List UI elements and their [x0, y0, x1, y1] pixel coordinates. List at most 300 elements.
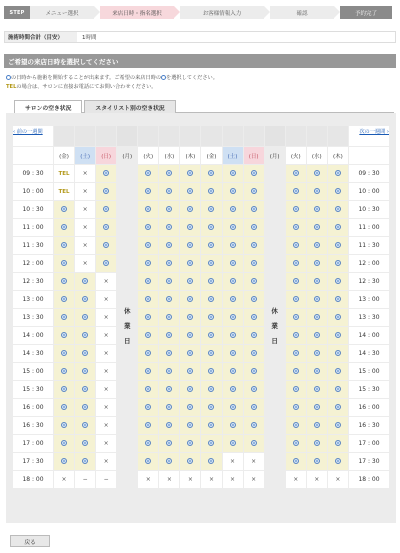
time-row [13, 363, 389, 380]
available-slot[interactable] [307, 273, 327, 290]
available-slot[interactable] [180, 309, 200, 326]
available-circle-icon [251, 278, 257, 284]
time-label: 16 : 30 [349, 417, 389, 434]
available-slot[interactable] [201, 435, 221, 452]
available-slot[interactable] [328, 255, 348, 272]
available-slot[interactable] [244, 255, 264, 272]
available-slot[interactable] [244, 309, 264, 326]
available-slot[interactable] [286, 201, 306, 218]
available-slot[interactable] [328, 435, 348, 452]
available-slot[interactable] [223, 201, 243, 218]
available-slot[interactable] [159, 399, 179, 416]
availability-panel [6, 113, 396, 523]
available-circle-icon [230, 440, 236, 446]
available-slot[interactable] [328, 327, 348, 344]
available-circle-icon [208, 404, 214, 410]
available-circle-icon [145, 314, 151, 320]
available-circle-icon [103, 206, 109, 212]
prev-week-link[interactable]: ‹ 前の一週間 [13, 129, 43, 135]
available-slot[interactable] [286, 453, 306, 470]
available-slot[interactable] [159, 453, 179, 470]
available-slot[interactable] [201, 381, 221, 398]
time-label: 09 : 30 [349, 165, 389, 182]
available-slot[interactable] [180, 417, 200, 434]
available-slot[interactable] [286, 417, 306, 434]
header-spacer [138, 126, 158, 146]
available-circle-icon [230, 278, 236, 284]
back-button[interactable]: 戻る [10, 535, 50, 547]
step-customer-info: お客様情報入力 [180, 6, 264, 19]
unavailable-slot [180, 471, 200, 488]
available-slot[interactable] [54, 435, 74, 452]
available-slot[interactable] [223, 183, 243, 200]
time-label: 09 : 30 [13, 165, 53, 182]
available-slot[interactable] [223, 165, 243, 182]
available-circle-icon [230, 206, 236, 212]
available-slot[interactable] [307, 309, 327, 326]
available-slot[interactable] [286, 273, 306, 290]
available-slot[interactable] [286, 327, 306, 344]
time-row [13, 183, 389, 200]
available-slot[interactable] [328, 201, 348, 218]
available-slot[interactable] [159, 165, 179, 182]
available-slot[interactable] [286, 165, 306, 182]
tab-stylist-availability[interactable]: スタイリスト別の空き状況 [84, 100, 175, 113]
available-circle-icon [251, 260, 257, 266]
available-slot[interactable] [244, 381, 264, 398]
available-slot[interactable] [328, 363, 348, 380]
available-slot[interactable] [159, 201, 179, 218]
available-slot[interactable] [223, 219, 243, 236]
available-slot[interactable] [180, 255, 200, 272]
available-slot[interactable] [138, 435, 158, 452]
available-slot[interactable] [328, 165, 348, 182]
time-label: 14 : 30 [13, 345, 53, 362]
available-slot[interactable] [138, 183, 158, 200]
day-header: (火) [286, 147, 306, 164]
available-slot[interactable] [286, 219, 306, 236]
available-slot[interactable] [54, 201, 74, 218]
available-slot[interactable] [328, 237, 348, 254]
available-slot[interactable] [75, 399, 95, 416]
available-slot[interactable] [307, 381, 327, 398]
available-slot[interactable] [244, 363, 264, 380]
available-circle-icon [82, 404, 88, 410]
time-label: 11 : 30 [13, 237, 53, 254]
available-circle-icon [187, 278, 193, 284]
available-slot[interactable] [328, 183, 348, 200]
available-circle-icon [314, 260, 320, 266]
header-spacer [201, 126, 221, 146]
available-circle-icon [314, 242, 320, 248]
available-slot[interactable] [223, 237, 243, 254]
available-slot[interactable] [201, 345, 221, 362]
step-confirm: 確認 [270, 6, 334, 19]
header-spacer [75, 126, 95, 146]
available-slot[interactable] [201, 273, 221, 290]
unavailable-slot [96, 273, 116, 290]
available-slot[interactable] [96, 237, 116, 254]
unavailable-slot [96, 435, 116, 452]
unavailable-mark: × [187, 476, 193, 483]
available-slot[interactable] [201, 165, 221, 182]
unavailable-slot [96, 309, 116, 326]
available-slot[interactable] [138, 327, 158, 344]
unavailable-mark: × [82, 260, 88, 267]
available-circle-icon [314, 170, 320, 176]
time-label: 11 : 00 [13, 219, 53, 236]
available-circle-icon [208, 422, 214, 428]
unavailable-mark: × [335, 476, 341, 483]
available-slot[interactable] [244, 165, 264, 182]
available-circle-icon [293, 206, 299, 212]
available-slot[interactable] [159, 273, 179, 290]
available-slot[interactable] [328, 417, 348, 434]
available-slot[interactable] [244, 435, 264, 452]
day-spacer [13, 147, 53, 164]
available-slot[interactable] [54, 291, 74, 308]
available-slot[interactable] [307, 237, 327, 254]
available-slot[interactable] [307, 255, 327, 272]
available-circle-icon [208, 206, 214, 212]
available-slot[interactable] [159, 309, 179, 326]
tab-salon-availability[interactable]: サロンの空き状況 [14, 100, 82, 113]
available-slot[interactable] [138, 453, 158, 470]
unavailable-mark: × [103, 314, 109, 321]
available-circle-icon [293, 278, 299, 284]
available-slot[interactable] [307, 399, 327, 416]
available-circle-icon [145, 260, 151, 266]
available-slot[interactable] [54, 327, 74, 344]
available-slot[interactable] [138, 417, 158, 434]
unavailable-slot [244, 471, 264, 488]
available-slot[interactable] [223, 291, 243, 308]
available-slot[interactable] [244, 291, 264, 308]
available-slot[interactable] [286, 291, 306, 308]
day-header: (月) [265, 147, 285, 164]
available-slot[interactable] [201, 255, 221, 272]
available-slot[interactable] [286, 183, 306, 200]
available-slot[interactable] [201, 237, 221, 254]
available-slot[interactable] [180, 183, 200, 200]
available-circle-icon [230, 386, 236, 392]
available-slot[interactable] [75, 345, 95, 362]
available-slot[interactable] [138, 363, 158, 380]
available-slot[interactable] [180, 453, 200, 470]
available-slot[interactable] [201, 327, 221, 344]
available-slot[interactable] [244, 201, 264, 218]
available-slot[interactable] [54, 381, 74, 398]
available-slot[interactable] [307, 327, 327, 344]
available-circle-icon [187, 296, 193, 302]
available-slot[interactable] [159, 237, 179, 254]
available-slot[interactable] [75, 453, 95, 470]
available-circle-icon [230, 224, 236, 230]
available-slot[interactable] [159, 363, 179, 380]
available-slot[interactable] [54, 255, 74, 272]
next-week-link[interactable]: 次の一週間 › [359, 129, 389, 135]
available-circle-icon [145, 332, 151, 338]
unavailable-slot [96, 417, 116, 434]
available-circle-icon [335, 224, 341, 230]
available-slot[interactable] [223, 381, 243, 398]
available-slot[interactable] [307, 345, 327, 362]
time-row [13, 345, 389, 362]
available-circle-icon [145, 458, 151, 464]
available-slot[interactable] [201, 363, 221, 380]
unavailable-mark: × [166, 476, 172, 483]
available-slot[interactable] [223, 345, 243, 362]
available-circle-icon [208, 368, 214, 374]
available-slot[interactable] [201, 219, 221, 236]
available-slot[interactable] [244, 399, 264, 416]
available-slot[interactable] [180, 435, 200, 452]
available-slot[interactable] [307, 291, 327, 308]
available-slot[interactable] [201, 453, 221, 470]
unavailable-mark: × [103, 332, 109, 339]
available-slot[interactable] [180, 237, 200, 254]
available-slot[interactable] [159, 345, 179, 362]
available-slot[interactable] [223, 327, 243, 344]
available-circle-icon [208, 260, 214, 266]
available-slot[interactable] [138, 219, 158, 236]
available-slot[interactable] [180, 381, 200, 398]
available-slot[interactable] [96, 255, 116, 272]
available-slot[interactable] [328, 453, 348, 470]
section-title: ご希望の来店日時を選択してください [4, 54, 396, 68]
available-slot[interactable] [75, 309, 95, 326]
available-slot[interactable] [328, 309, 348, 326]
available-circle-icon [145, 242, 151, 248]
header-spacer [54, 126, 74, 146]
available-slot[interactable] [180, 201, 200, 218]
unavailable-slot [96, 291, 116, 308]
available-slot[interactable] [159, 219, 179, 236]
available-slot[interactable] [328, 345, 348, 362]
available-slot[interactable] [307, 435, 327, 452]
available-slot[interactable] [307, 219, 327, 236]
time-row [13, 381, 389, 398]
tel-slot: TEL [54, 183, 74, 200]
unavailable-slot [286, 471, 306, 488]
available-circle-icon [145, 224, 151, 230]
available-slot[interactable] [75, 327, 95, 344]
available-slot[interactable] [201, 291, 221, 308]
available-slot[interactable] [180, 273, 200, 290]
available-slot[interactable] [75, 381, 95, 398]
available-slot[interactable] [54, 399, 74, 416]
available-slot[interactable] [138, 381, 158, 398]
available-slot[interactable] [180, 345, 200, 362]
available-slot[interactable] [328, 219, 348, 236]
available-circle-icon [314, 368, 320, 374]
available-slot[interactable] [54, 309, 74, 326]
available-slot[interactable] [244, 183, 264, 200]
available-slot[interactable] [223, 363, 243, 380]
available-slot[interactable] [201, 417, 221, 434]
available-slot[interactable] [159, 381, 179, 398]
available-slot[interactable] [75, 363, 95, 380]
available-slot[interactable] [307, 183, 327, 200]
available-slot[interactable] [244, 219, 264, 236]
available-slot[interactable] [54, 237, 74, 254]
available-slot[interactable] [138, 399, 158, 416]
available-slot[interactable] [75, 291, 95, 308]
available-circle-icon [61, 224, 67, 230]
available-slot[interactable] [96, 165, 116, 182]
available-slot[interactable] [75, 435, 95, 452]
available-slot[interactable] [223, 417, 243, 434]
available-circle-icon [187, 440, 193, 446]
available-slot[interactable] [96, 201, 116, 218]
available-circle-icon [293, 440, 299, 446]
unavailable-slot [159, 471, 179, 488]
available-circle-icon [251, 188, 257, 194]
available-slot[interactable] [201, 399, 221, 416]
available-slot[interactable] [307, 453, 327, 470]
available-slot[interactable] [307, 201, 327, 218]
available-circle-icon [82, 440, 88, 446]
available-slot[interactable] [138, 201, 158, 218]
header-spacer [117, 126, 137, 146]
available-slot[interactable] [223, 399, 243, 416]
time-row [13, 237, 389, 254]
available-slot[interactable] [96, 219, 116, 236]
available-slot[interactable] [328, 291, 348, 308]
available-circle-icon [61, 440, 67, 446]
availability-table [12, 125, 390, 489]
time-row [13, 219, 389, 236]
available-slot[interactable] [286, 363, 306, 380]
available-slot[interactable] [96, 183, 116, 200]
available-circle-icon [230, 404, 236, 410]
available-slot[interactable] [138, 165, 158, 182]
available-slot[interactable] [54, 363, 74, 380]
available-slot[interactable] [286, 399, 306, 416]
available-slot[interactable] [180, 219, 200, 236]
available-slot[interactable] [138, 345, 158, 362]
available-slot[interactable] [223, 309, 243, 326]
available-circle-icon [166, 278, 172, 284]
treatment-time-value: 1時間 [82, 35, 97, 41]
unavailable-slot [75, 237, 95, 254]
step-progress [4, 6, 396, 19]
no-slot-mark: − [82, 476, 88, 483]
time-row [13, 255, 389, 272]
available-slot[interactable] [138, 237, 158, 254]
available-slot[interactable] [54, 273, 74, 290]
available-slot[interactable] [286, 435, 306, 452]
available-slot[interactable] [244, 237, 264, 254]
available-circle-icon [314, 422, 320, 428]
unavailable-slot [138, 471, 158, 488]
available-slot[interactable] [159, 327, 179, 344]
available-slot[interactable] [328, 273, 348, 290]
available-slot[interactable] [244, 273, 264, 290]
available-slot[interactable] [180, 291, 200, 308]
unavailable-slot [75, 165, 95, 182]
available-slot[interactable] [286, 237, 306, 254]
available-slot[interactable] [307, 363, 327, 380]
available-slot[interactable] [201, 183, 221, 200]
available-slot[interactable] [138, 309, 158, 326]
available-circle-icon [61, 404, 67, 410]
unavailable-slot [244, 453, 264, 470]
available-slot[interactable] [201, 201, 221, 218]
available-circle-icon [166, 458, 172, 464]
available-slot[interactable] [201, 309, 221, 326]
header-spacer [265, 126, 285, 146]
available-slot[interactable] [244, 417, 264, 434]
available-slot[interactable] [223, 255, 243, 272]
available-slot[interactable] [159, 255, 179, 272]
available-slot[interactable] [54, 453, 74, 470]
available-slot[interactable] [180, 165, 200, 182]
no-slot-mark: − [103, 476, 109, 483]
available-slot[interactable] [159, 435, 179, 452]
available-circle-icon [335, 404, 341, 410]
unavailable-mark: × [103, 278, 109, 285]
available-circle-icon [82, 314, 88, 320]
available-slot[interactable] [138, 291, 158, 308]
header-spacer [223, 126, 243, 146]
available-slot[interactable] [328, 381, 348, 398]
available-slot[interactable] [54, 345, 74, 362]
available-slot[interactable] [159, 417, 179, 434]
available-slot[interactable] [286, 255, 306, 272]
available-circle-icon [103, 242, 109, 248]
available-slot[interactable] [54, 417, 74, 434]
available-circle-icon [251, 368, 257, 374]
available-circle-icon [187, 170, 193, 176]
available-slot[interactable] [138, 255, 158, 272]
available-slot[interactable] [75, 273, 95, 290]
available-circle-icon [187, 368, 193, 374]
available-slot[interactable] [286, 381, 306, 398]
available-slot[interactable] [180, 363, 200, 380]
available-circle-icon [251, 422, 257, 428]
available-slot[interactable] [307, 417, 327, 434]
available-slot[interactable] [180, 327, 200, 344]
step-complete: 予約完了 [340, 6, 392, 19]
available-circle-icon [230, 170, 236, 176]
available-slot[interactable] [244, 327, 264, 344]
available-slot[interactable] [307, 165, 327, 182]
unavailable-mark: × [251, 458, 257, 465]
available-slot[interactable] [223, 435, 243, 452]
available-slot[interactable] [328, 399, 348, 416]
available-slot[interactable] [286, 345, 306, 362]
unavailable-slot [201, 471, 221, 488]
available-slot[interactable] [138, 273, 158, 290]
time-label: 11 : 30 [349, 237, 389, 254]
available-slot[interactable] [180, 399, 200, 416]
time-label: 12 : 00 [349, 255, 389, 272]
available-circle-icon [187, 242, 193, 248]
available-slot[interactable] [75, 417, 95, 434]
unavailable-slot [96, 471, 116, 488]
available-slot[interactable] [159, 183, 179, 200]
available-slot[interactable] [54, 219, 74, 236]
closed-day-label: 休 業 日 [271, 307, 278, 345]
available-slot[interactable] [286, 309, 306, 326]
available-slot[interactable] [223, 273, 243, 290]
available-circle-icon [61, 278, 67, 284]
available-slot[interactable] [244, 345, 264, 362]
day-spacer [349, 147, 389, 164]
available-slot[interactable] [159, 291, 179, 308]
available-circle-icon [314, 350, 320, 356]
